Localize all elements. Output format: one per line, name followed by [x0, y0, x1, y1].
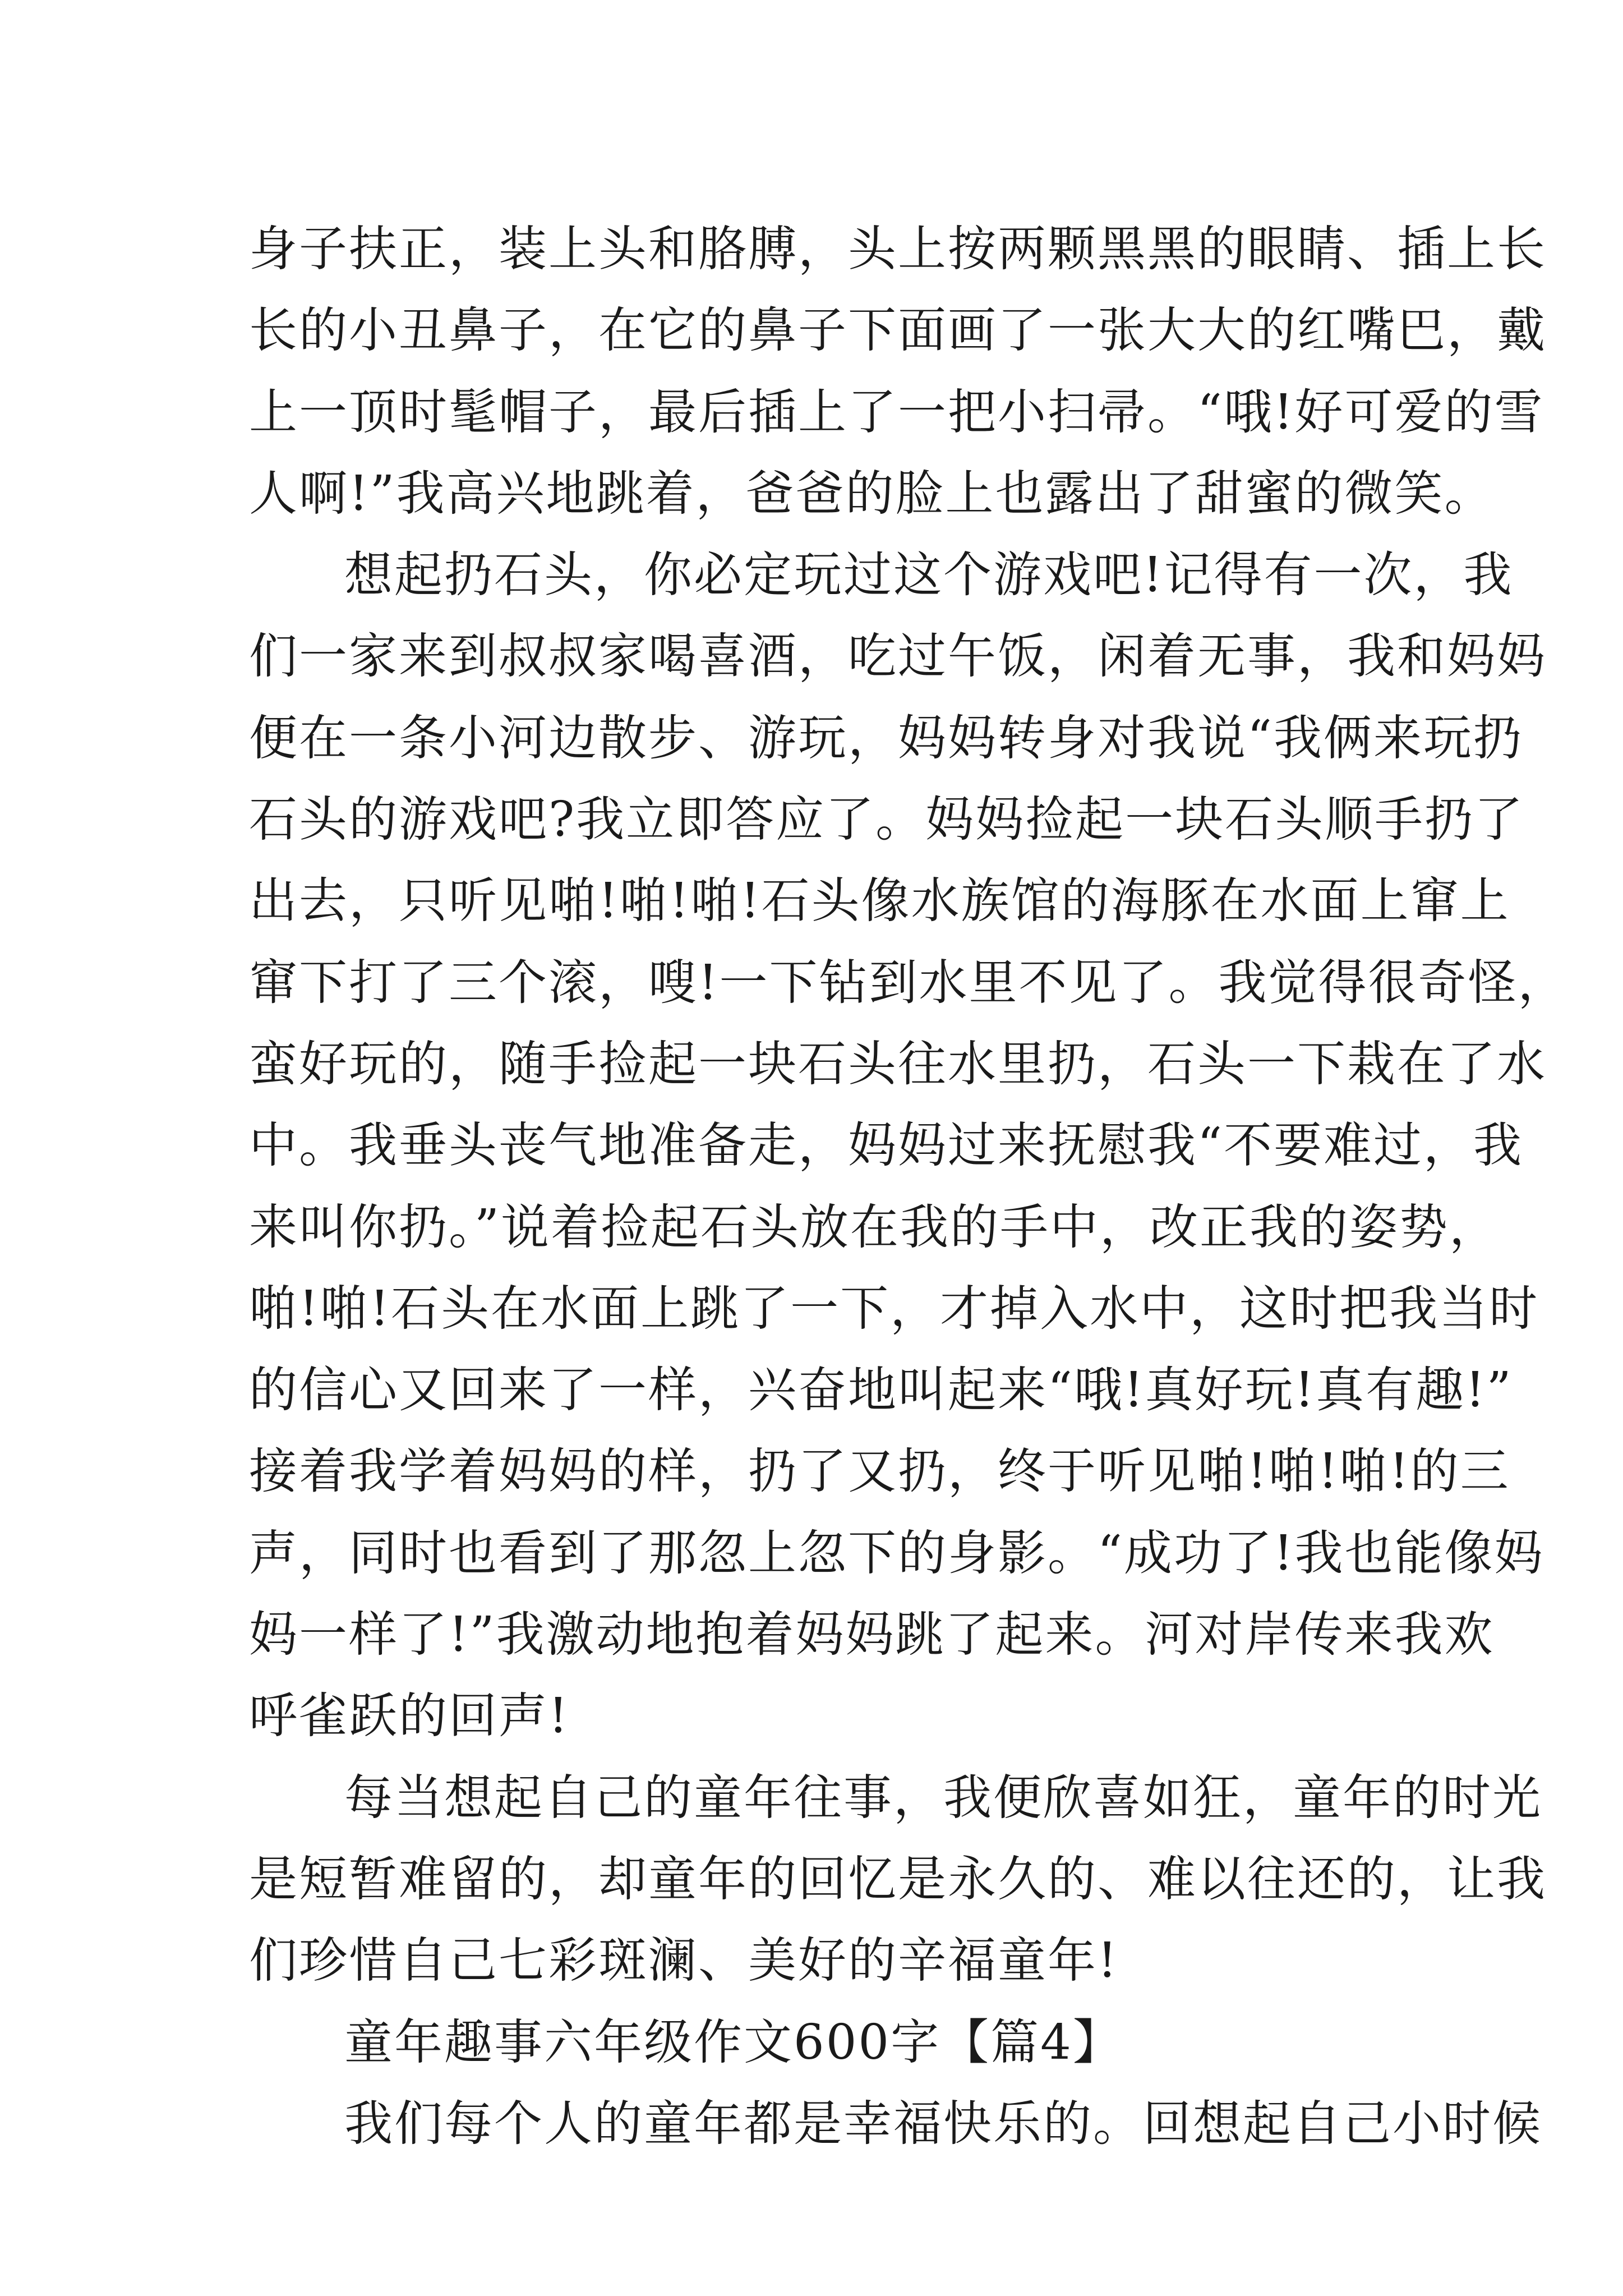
text-line: 的信心又回来了一样，兴奋地叫起来“哦!真好玩!真有趣!” — [249, 1362, 1513, 1419]
text-line: 蛮好玩的，随手捡起一块石头往水里扔，石头一下栽在了水 — [249, 1036, 1547, 1092]
text-line: 妈一样了!”我激动地抱着妈妈跳了起来。河对岸传来我欢 — [249, 1607, 1495, 1663]
text-line: 出去，只听见啪!啪!啪!石头像水族馆的海豚在水面上窜上 — [249, 873, 1510, 930]
text-line: 接着我学着妈妈的样，扔了又扔，终于听见啪!啪!啪!的三 — [249, 1443, 1510, 1500]
paragraph-first-line: 每当想起自己的童年往事，我便欣喜如狂，童年的时光 — [344, 1769, 1542, 1826]
text-line: 们一家来到叔叔家喝喜酒，吃过午饭，闲着无事，我和妈妈 — [249, 628, 1547, 685]
text-line: 啪!啪!石头在水面上跳了一下，才掉入水中，这时把我当时 — [249, 1280, 1539, 1337]
paragraph-first-line: 想起扔石头，你必定玩过这个游戏吧!记得有一次，我 — [344, 547, 1514, 604]
text-line: 们珍惜自己七彩斑澜、美好的辛福童年! — [249, 1932, 1119, 1989]
paragraph-first-line: 我们每个人的童年都是幸福快乐的。回想起自己小时候 — [344, 2095, 1542, 2152]
text-line: 窜下打了三个滚，嗖!一下钻到水里不见了。我觉得很奇怪， — [249, 954, 1568, 1011]
document-body — [249, 209, 1568, 2165]
text-line: 是短暂难留的，却童年的回忆是永久的、难以往还的，让我 — [249, 1851, 1547, 1907]
text-line: 身子扶正，装上头和胳膊，头上按两颗黑黑的眼睛、插上长 — [249, 221, 1547, 277]
text-line: 上一顶时髦帽子，最后插上了一把小扫帚。“哦!好可爱的雪 — [249, 384, 1544, 440]
text-line: 来叫你扔。”说着捡起石头放在我的手中，改正我的姿势， — [249, 1199, 1499, 1255]
text-line: 便在一条小河边散步、游玩，妈妈转身对我说“我俩来玩扔 — [249, 710, 1523, 766]
text-line: 石头的游戏吧?我立即答应了。妈妈捡起一块石头顺手扔了 — [249, 792, 1525, 848]
text-line: 呼雀跃的回声! — [249, 1688, 570, 1745]
section-heading: 童年趣事六年级作文600字【篇4】 — [344, 2014, 1123, 2070]
text-line: 声，同时也看到了那忽上忽下的身影。“成功了!我也能像妈 — [249, 1525, 1544, 1581]
text-line: 长的小丑鼻子，在它的鼻子下面画了一张大大的红嘴巴，戴 — [249, 302, 1547, 359]
text-line: 人啊!”我高兴地跳着，爸爸的脸上也露出了甜蜜的微笑。 — [249, 465, 1495, 522]
text-line: 中。我垂头丧气地准备走，妈妈过来抚慰我“不要难过，我 — [249, 1117, 1523, 1174]
